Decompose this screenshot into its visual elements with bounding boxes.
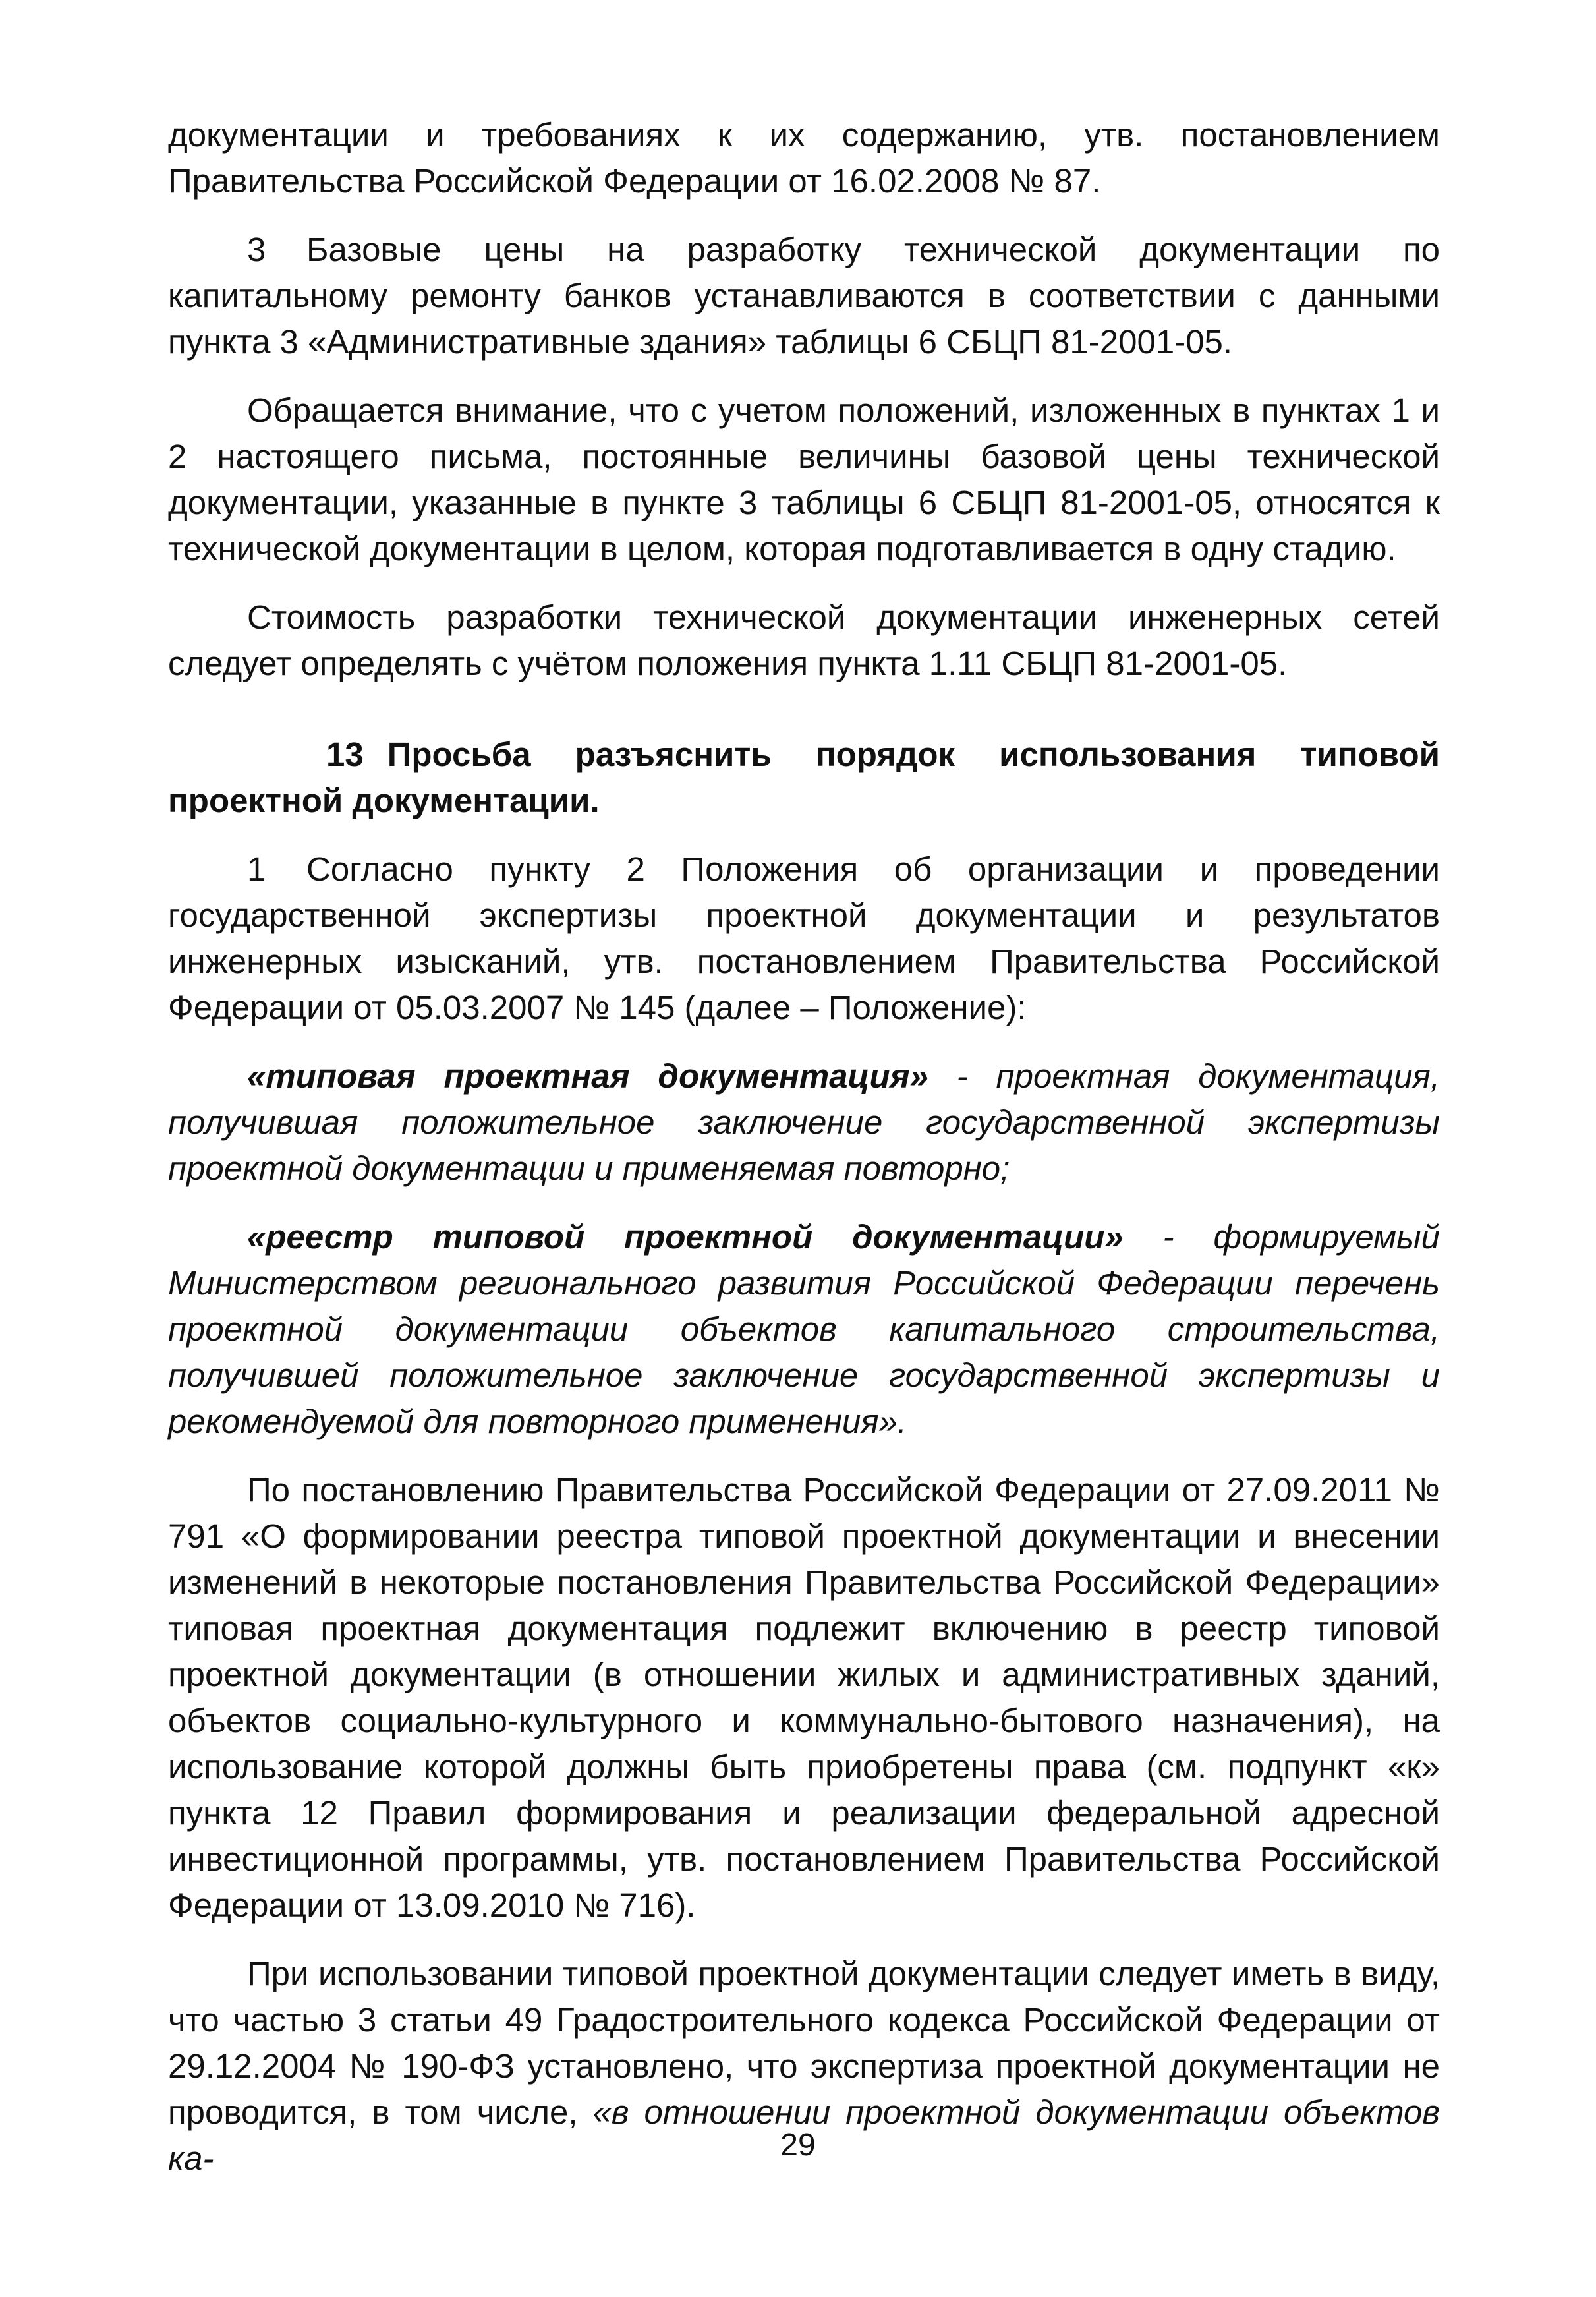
definition-term: «типовая проектная документация» — [247, 1057, 929, 1095]
page-number: 29 — [780, 2128, 816, 2163]
question-text: Просьба разъяснить порядок использования типовой проектной документации. — [168, 736, 1440, 819]
definition-registry — [168, 1214, 1440, 1445]
question-heading — [168, 732, 1440, 824]
paragraph-item-1 — [168, 846, 1440, 1031]
definition-text: - проектная документация, получившая положительное заключение государственной экспертизы проектной документации и применяемая повторно; — [168, 1057, 1440, 1187]
usage-text: При использовании типовой проектной документации следует иметь в виду, что частью 3 статьи 49 Градостроительного кодекса Российской Федерации от 29.12.2004 № 190-ФЗ установлено, что экспертиза проектной документации не проводится, в том числе, — [168, 1955, 1440, 2131]
item-number: 3 — [247, 231, 266, 268]
document-body — [168, 112, 1440, 2182]
item-text: Согласно пункту 2 Положения об организации и проведении государственной экспертизы проектной документации и результатов инженерных изысканий, утв. постановлением Правительства Российской Федерации от 05.03.2007 № 145 (далее – Положение): — [168, 850, 1440, 1026]
paragraph-item-3 — [168, 227, 1440, 365]
paragraph-continuation: документации и требованиях к их содержанию, утв. постановлением Правительства Российской Федерации от 16.02.2008 № 87. — [168, 116, 1440, 200]
paragraph-resolution-791: По постановлению Правительства Российской Федерации от 27.09.2011 № 791 «О формировании реестра типовой проектной документации и внесении изменений в некоторые постановления Правительства Российской Федерации» типовая проектная документация подлежит включению в реестр типовой проектной документации (в отношении жилых и административных зданий, объектов социально-культурного и коммунально-бытового назначения), на использование которой должны быть приобретены права (см. подпункт «к» пункта 12 Правил формирования и реализации федеральной адресной инвестиционной программы, утв. постановлением Правительства Российской Федерации от 13.09.2010 № 716). — [168, 1471, 1440, 1924]
item-number: 1 — [247, 850, 266, 888]
question-number: 13 — [326, 736, 364, 773]
definition-typical-documentation — [168, 1053, 1440, 1192]
definition-term: «реестр типовой проектной документации» — [247, 1218, 1124, 1256]
item-text: Базовые цены на разработку технической документации по капитальному ремонту банков устанавливаются в соответствии с данными пункта 3 «Административные здания» таблицы 6 СБЦП 81-2001-05. — [168, 231, 1440, 361]
paragraph-cost: Стоимость разработки технической документации инженерных сетей следует определять с учётом положения пункта 1.11 СБЦП 81-2001-05. — [168, 598, 1440, 682]
usage-quote: «в отношении проектной документации объектов ка- — [168, 2093, 1440, 2177]
definition-text: - формируемый Министерством регионального развития Российской Федерации перечень проектной документации объектов капитального строительства, получившей положительное заключение государственной экспертизы и рекомендуемой для повторного применения». — [168, 1218, 1440, 1440]
paragraph-attention: Обращается внимание, что с учетом положений, изложенных в пунктах 1 и 2 настоящего письма, постоянные величины базовой цены технической документации, указанные в пункте 3 таблицы 6 СБЦП 81-2001-05, относятся к технической документации в целом, которая подготавливается в одну стадию. — [168, 392, 1440, 567]
